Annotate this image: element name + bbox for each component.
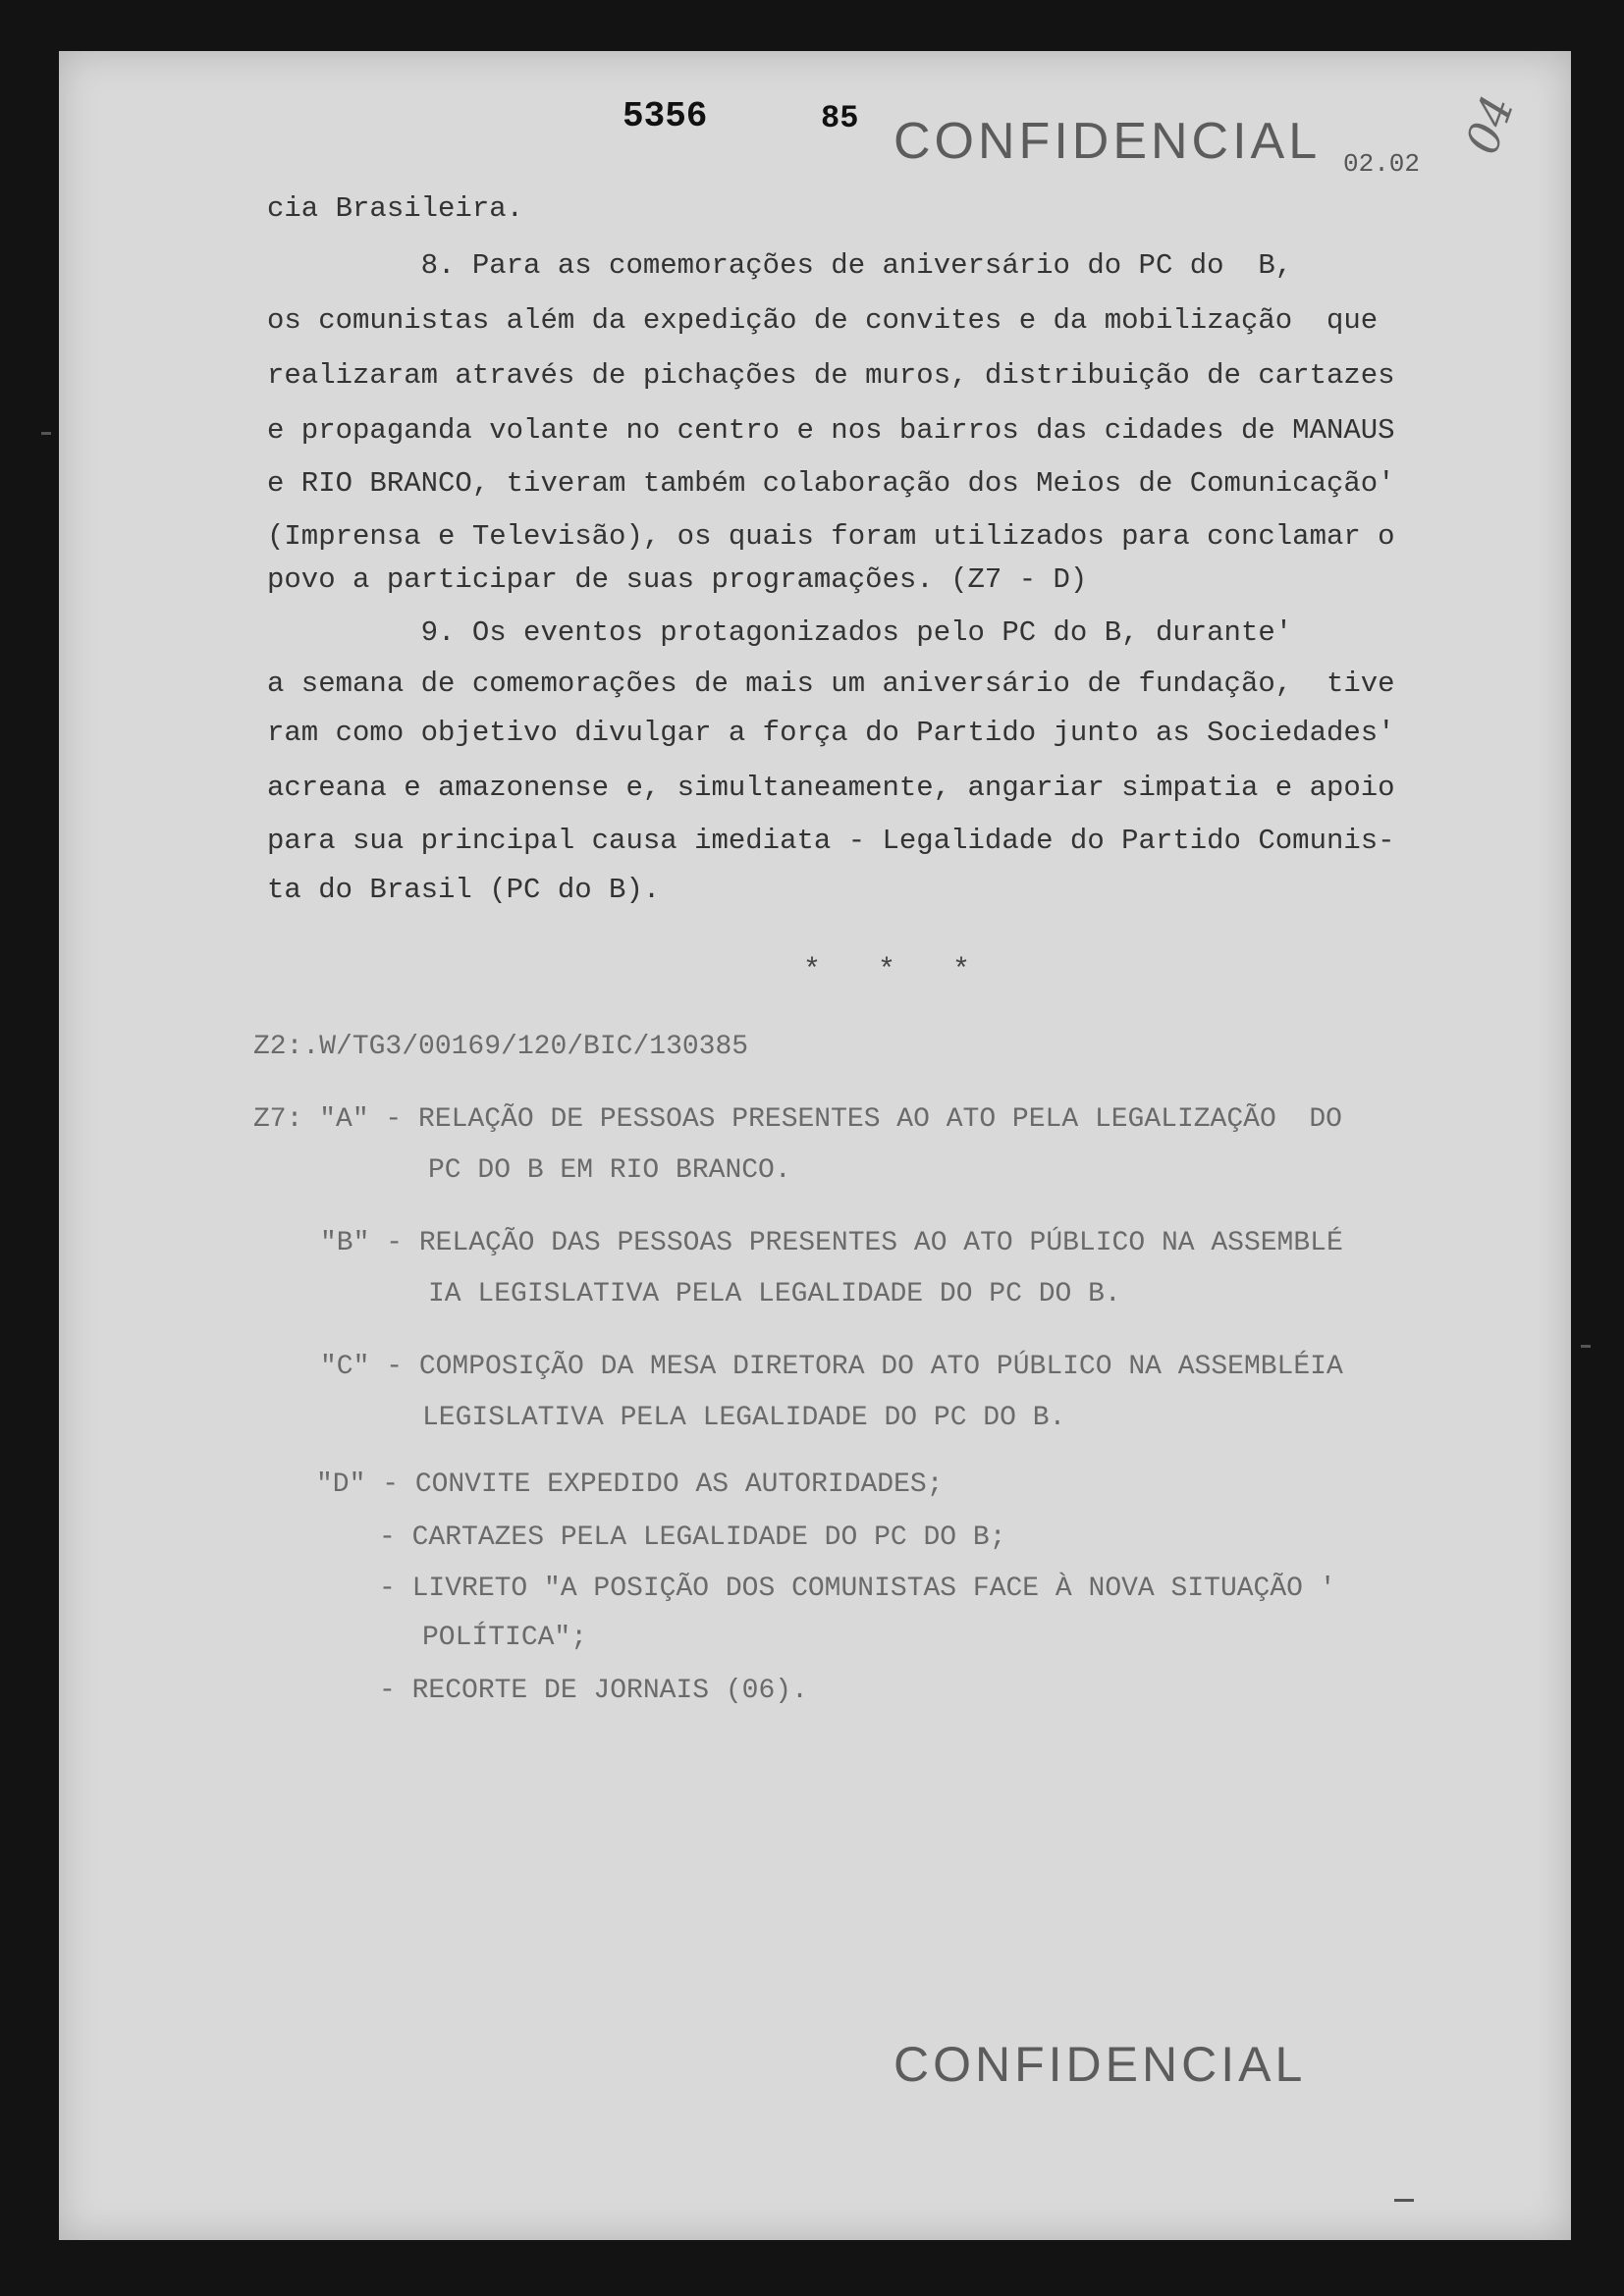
scan-mark [41,432,51,435]
annex-line: "D" - CONVITE EXPEDIDO AS AUTORIDADES; [316,1469,944,1500]
annex-line: IA LEGISLATIVA PELA LEGALIDADE DO PC DO B. [428,1279,1121,1309]
text-line: povo a participar de suas programações. (Z7 - D) [267,563,1088,596]
reference-z2: Z2:.W/TG3/00169/120/BIC/130385 [253,1032,749,1062]
annex-line: Z7: "A" - RELAÇÃO DE PESSOAS PRESENTES AO ATO PELA LEGALIZAÇÃO DO [253,1104,1342,1135]
text-line: (Imprensa e Televisão), os quais foram utilizados para conclamar o [267,520,1395,553]
handwritten-page-number: 04 [1454,88,1525,161]
scan-mark [1394,2199,1414,2202]
text-line: ram como objetivo divulgar a força do Partido junto as Sociedades' [267,717,1395,749]
annex-line: PC DO B EM RIO BRANCO. [428,1155,791,1186]
text-line: para sua principal causa imediata - Legalidade do Partido Comunis- [267,825,1395,857]
confidential-stamp-bottom: CONFIDENCIAL [893,2037,1307,2092]
annex-line: - LIVRETO "A POSIÇÃO DOS COMUNISTAS FACE À NOVA SITUAÇÃO ' [379,1574,1336,1604]
annex-line: POLÍTICA"; [422,1623,588,1653]
sub-number: 85 [821,100,859,136]
scan-mark [1581,1345,1591,1348]
annex-line: - CARTAZES PELA LEGALIDADE DO PC DO B; [379,1522,1006,1553]
section-separator: * * * [803,954,971,988]
annex-line: LEGISLATIVA PELA LEGALIDADE DO PC DO B. [422,1403,1066,1433]
text-line: acreana e amazonense e, simultaneamente, angariar simpatia e apoio [267,772,1395,804]
text-line: realizaram através de pichações de muros, distribuição de cartazes [267,359,1395,392]
text-line: 9. Os eventos protagonizados pelo PC do B, durante' [267,616,1293,649]
text-line: e RIO BRANCO, tiveram também colaboração dos Meios de Comunicação' [267,467,1395,500]
text-line: cia Brasileira. [267,192,524,225]
text-line: ta do Brasil (PC do B). [267,874,661,906]
confidential-stamp-top: CONFIDENCIAL [893,113,1322,170]
annex-line: - RECORTE DE JORNAIS (06). [379,1676,808,1706]
text-line: e propaganda volante no centro e nos bairros das cidades de MANAUS [267,414,1395,447]
text-line: a semana de comemorações de mais um aniversário de fundação, tive [267,667,1395,700]
text-line: 8. Para as comemorações de aniversário do PC do B, [267,249,1293,282]
document-number: 5356 [623,96,708,136]
annex-line: "C" - COMPOSIÇÃO DA MESA DIRETORA DO ATO PÚBLICO NA ASSEMBLÉIA [320,1352,1343,1382]
page-reference: 02.02 [1343,149,1421,179]
annex-line: "B" - RELAÇÃO DAS PESSOAS PRESENTES AO ATO PÚBLICO NA ASSEMBLÉ [320,1228,1343,1258]
text-line: os comunistas além da expedição de convites e da mobilização que [267,304,1379,337]
